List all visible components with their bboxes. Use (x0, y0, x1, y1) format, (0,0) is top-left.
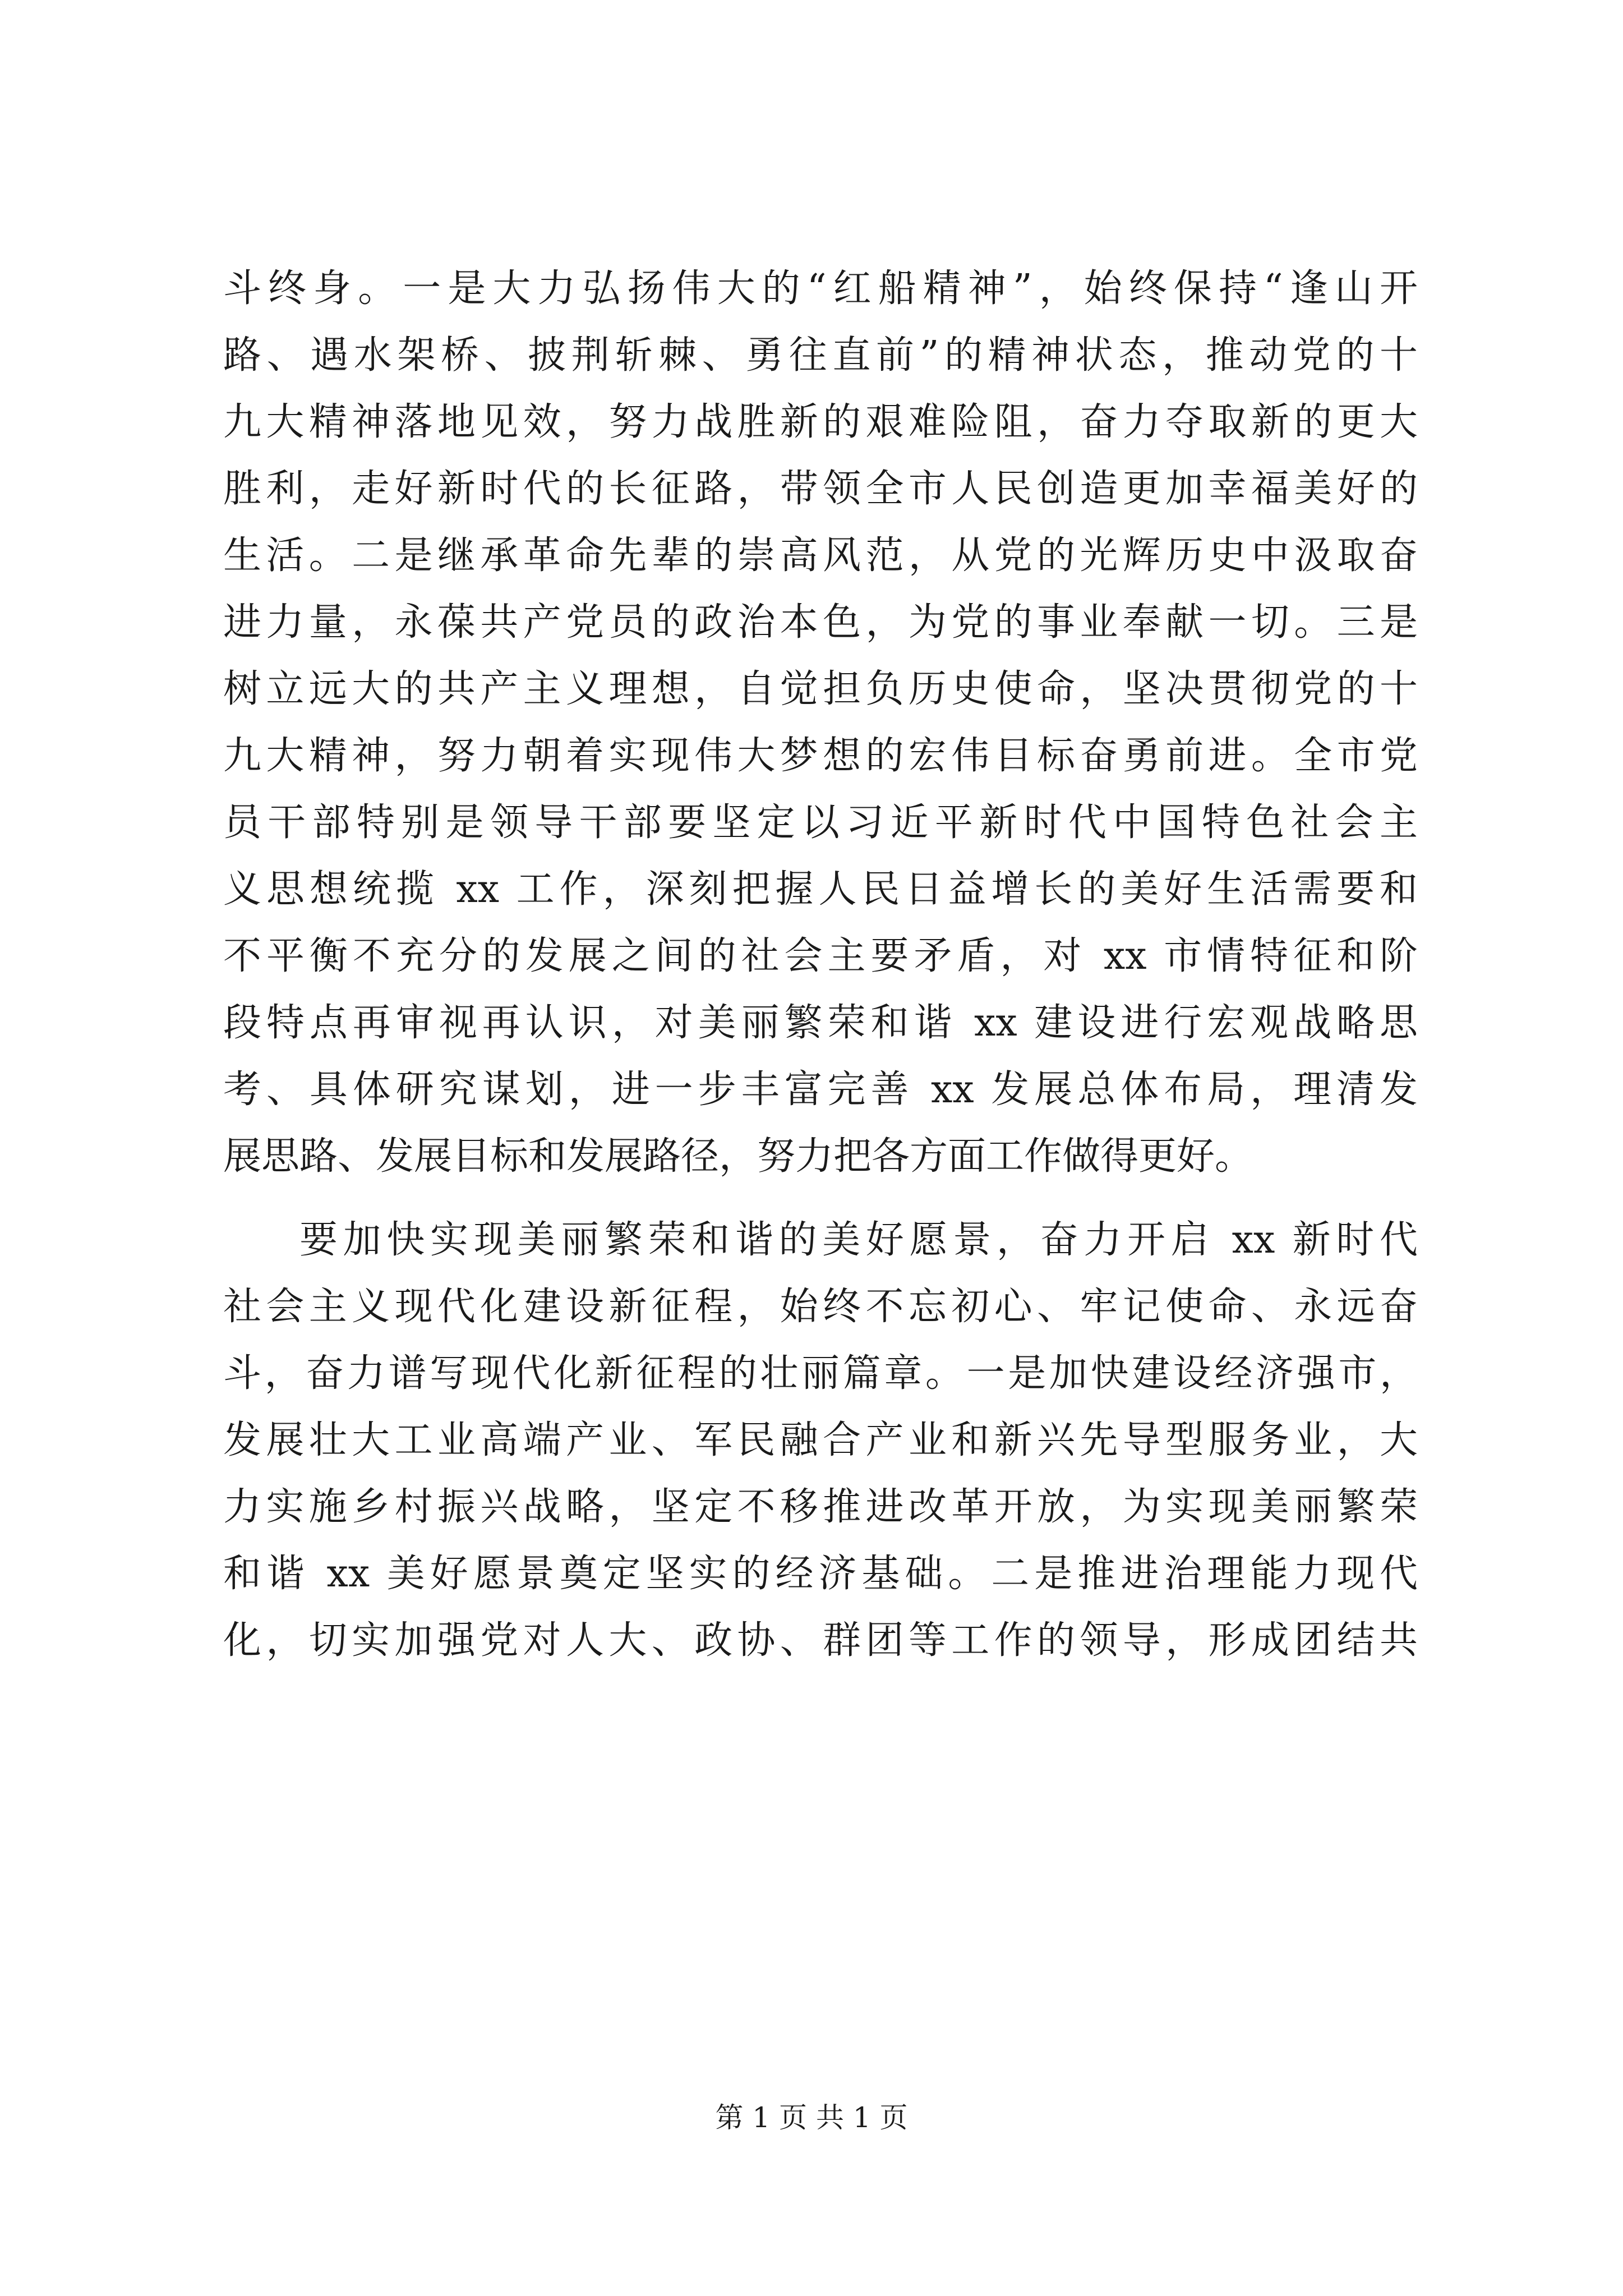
text-line: 展思路、发展目标和发展路径，努力把各方面工作做得更好。 (223, 1134, 1253, 1179)
text-line: 考、具体研究谋划，进一步丰富完善 xx 发展总体布局，理清发 (223, 1068, 1418, 1112)
text-line: 树立远大的共产主义理想，自觉担负历史使命，坚决贯彻党的十 (223, 667, 1418, 711)
text-line: 要加快实现美丽繁荣和谐的美好愿景，奋力开启 xx 新时代 (299, 1218, 1418, 1262)
text-line: 进力量，永葆共产党员的政治本色，为党的事业奉献一切。三是 (223, 600, 1418, 645)
text-line: 社会主义现代化建设新征程，始终不忘初心、牢记使命、永远奋 (223, 1285, 1418, 1329)
text-line: 和谐 xx 美好愿景奠定坚实的经济基础。二是推进治理能力现代 (223, 1552, 1418, 1596)
text-line: 斗，奋力谱写现代化新征程的壮丽篇章。一是加快建设经济强市， (223, 1351, 1418, 1396)
text-line: 义思想统揽 xx 工作，深刻把握人民日益增长的美好生活需要和 (223, 867, 1418, 912)
text-line: 九大精神，努力朝着实现伟大梦想的宏伟目标奋勇前进。全市党 (223, 734, 1418, 778)
text-line: 段特点再审视再认识，对美丽繁荣和谐 xx 建设进行宏观战略思 (223, 1001, 1418, 1045)
text-line: 胜利，走好新时代的长征路，带领全市人民创造更加幸福美好的 (223, 467, 1418, 511)
text-line: 斗终身。一是大力弘扬伟大的“红船精神”，始终保持“逢山开 (223, 266, 1418, 311)
text-line: 生活。二是继承革命先辈的崇高风范，从党的光辉历史中汲取奋 (223, 533, 1418, 578)
document-body (223, 255, 1418, 1674)
text-line: 化，切实加强党对人大、政协、群团等工作的领导，形成团结共 (223, 1618, 1418, 1663)
paragraph-spacing (223, 1190, 1418, 1207)
page-footer (0, 2101, 1623, 2134)
text-line: 不平衡不充分的发展之间的社会主要矛盾，对 xx 市情特征和阶 (223, 934, 1418, 978)
text-line: 路、遇水架桥、披荆斩棘、勇往直前”的精神状态，推动党的十 (223, 333, 1418, 378)
page-number-label: 第 1 页 共 1 页 (715, 2101, 908, 2134)
text-line: 力实施乡村振兴战略，坚定不移推进改革开放，为实现美丽繁荣 (223, 1485, 1418, 1529)
text-line: 发展壮大工业高端产业、军民融合产业和新兴先导型服务业，大 (223, 1418, 1418, 1462)
text-line: 九大精神落地见效，努力战胜新的艰难险阻，奋力夺取新的更大 (223, 400, 1418, 444)
text-line: 员干部特别是领导干部要坚定以习近平新时代中国特色社会主 (223, 800, 1418, 845)
paragraph-1 (223, 255, 1418, 1190)
paragraph-2 (223, 1207, 1418, 1674)
